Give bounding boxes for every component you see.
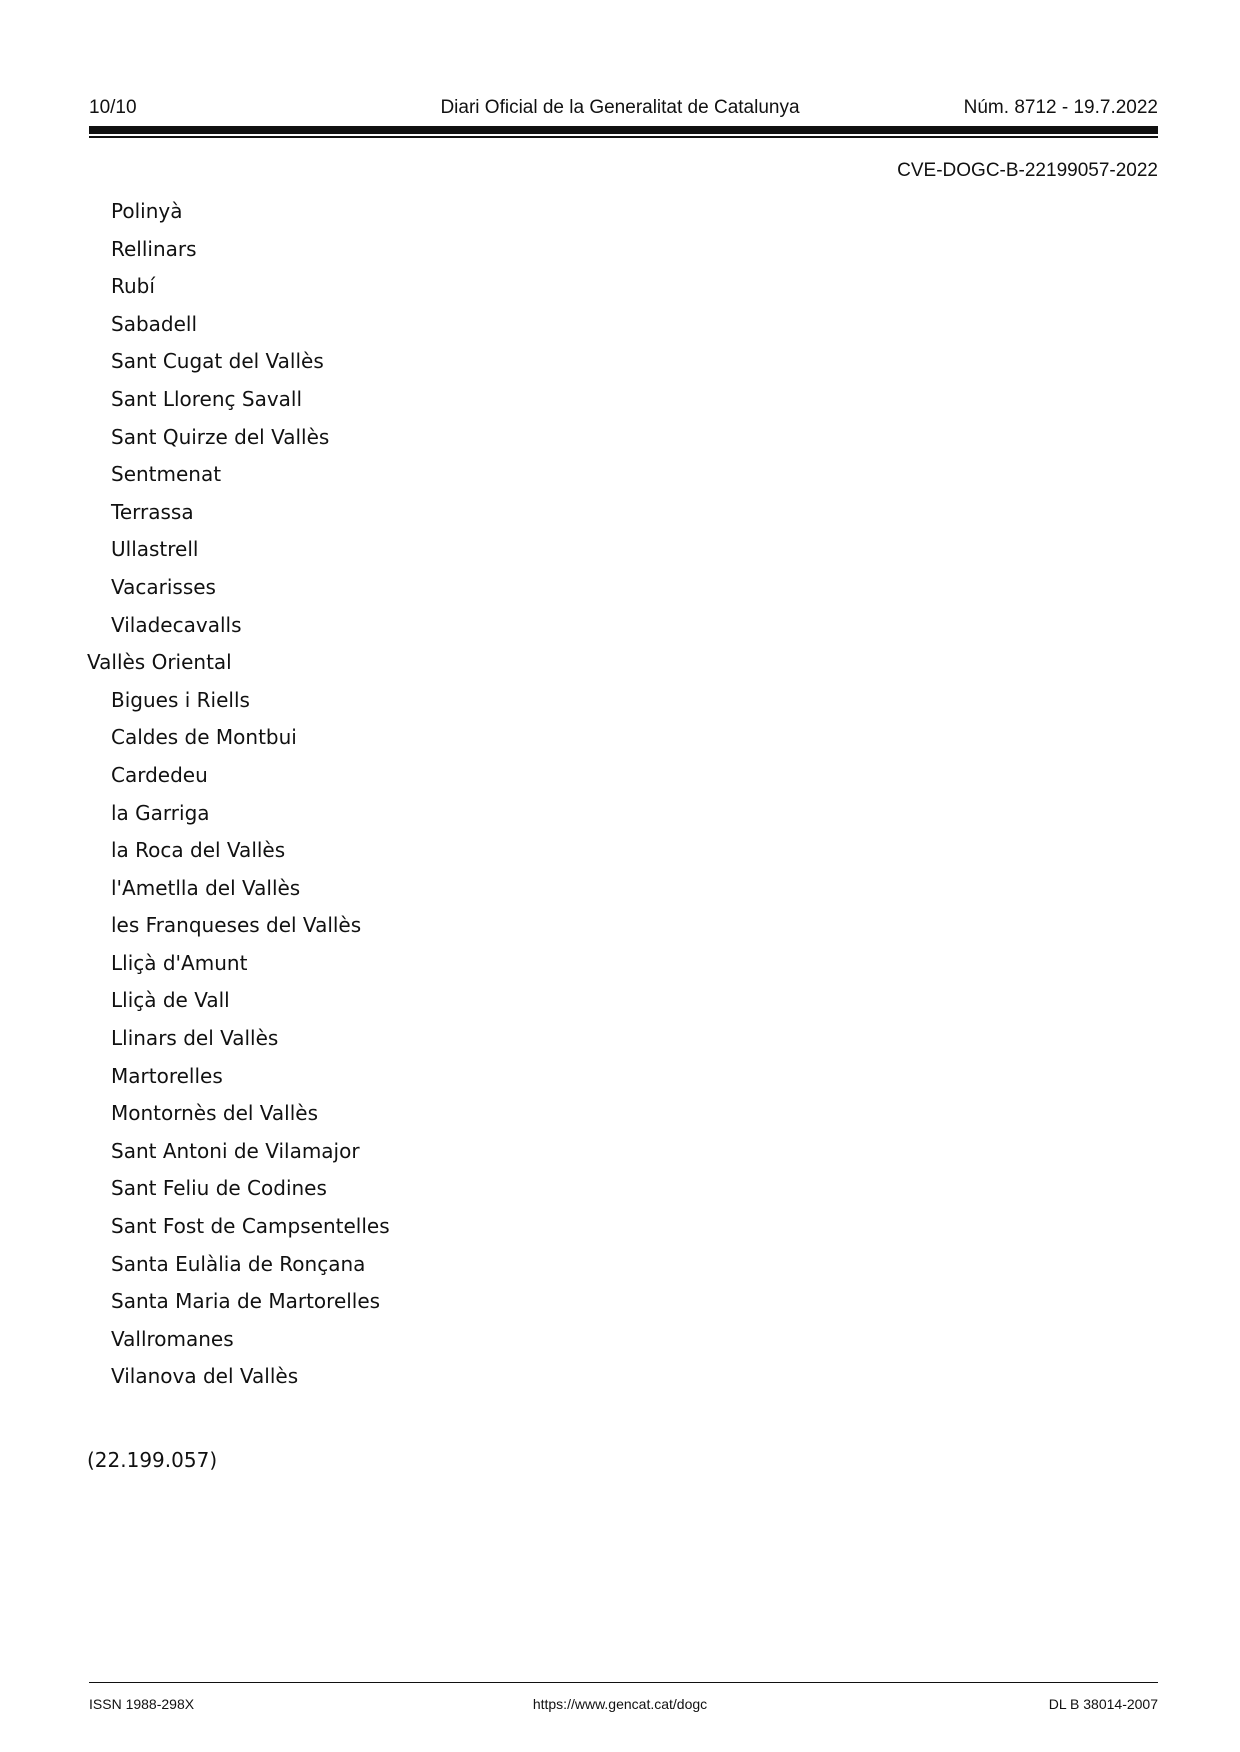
municipality-item: Terrassa <box>111 499 194 524</box>
issue-number-date: Núm. 8712 - 19.7.2022 <box>963 97 1158 118</box>
municipality-item: Sabadell <box>111 311 198 336</box>
closing-reference: (22.199.057) <box>87 1448 218 1472</box>
municipality-item: Cardedeu <box>111 762 208 787</box>
municipality-item: les Franqueses del Vallès <box>111 913 362 938</box>
document-cve-code: CVE-DOGC-B-22199057-2022 <box>897 160 1158 181</box>
header-rule-thin <box>89 136 1158 138</box>
municipality-item: Santa Maria de Martorelles <box>111 1289 381 1314</box>
municipality-item: Sant Antoni de Vilamajor <box>111 1138 360 1163</box>
municipality-item: Sant Quirze del Vallès <box>111 424 330 449</box>
municipality-list <box>87 193 390 1396</box>
footer-url: https://www.gencat.cat/dogc <box>532 1696 708 1712</box>
municipality-item: Lliçà d'Amunt <box>111 950 248 975</box>
municipality-item: Sant Fost de Campsentelles <box>111 1214 390 1239</box>
municipality-item: Sant Llorenç Savall <box>111 386 303 411</box>
footer-rule <box>89 1682 1158 1683</box>
publication-title: Diari Oficial de la Generalitat de Catalunya <box>440 97 800 118</box>
issn-label: ISSN 1988-298X <box>89 1696 195 1712</box>
municipality-item: Santa Eulàlia de Ronçana <box>111 1251 366 1276</box>
county-heading: Vallès Oriental <box>87 650 232 675</box>
legal-deposit: DL B 38014-2007 <box>1048 1696 1158 1712</box>
municipality-item: Sentmenat <box>111 462 222 487</box>
municipality-item: Vilanova del Vallès <box>111 1364 299 1389</box>
municipality-item: Vacarisses <box>111 574 216 599</box>
municipality-item: Rubí <box>111 274 155 299</box>
municipality-item: Vallromanes <box>111 1326 234 1351</box>
municipality-item: Martorelles <box>111 1063 223 1088</box>
municipality-item: Llinars del Vallès <box>111 1026 279 1051</box>
municipality-item: Caldes de Montbui <box>111 725 297 750</box>
municipality-item: Montornès del Vallès <box>111 1101 319 1126</box>
municipality-item: Sant Feliu de Codines <box>111 1176 327 1201</box>
municipality-item: Bigues i Riells <box>111 687 250 712</box>
municipality-item: Sant Cugat del Vallès <box>111 349 324 374</box>
municipality-item: la Garriga <box>111 800 210 825</box>
municipality-item: Lliçà de Vall <box>111 988 230 1013</box>
page-number: 10/10 <box>89 97 137 118</box>
municipality-item: l'Ametlla del Vallès <box>111 875 301 900</box>
municipality-item: Viladecavalls <box>111 612 242 637</box>
municipality-item: Rellinars <box>111 236 197 261</box>
municipality-item: Polinyà <box>111 199 183 223</box>
municipality-item: la Roca del Vallès <box>111 838 286 863</box>
municipality-item: Ullastrell <box>111 537 199 562</box>
header-rule-thick <box>89 126 1158 134</box>
